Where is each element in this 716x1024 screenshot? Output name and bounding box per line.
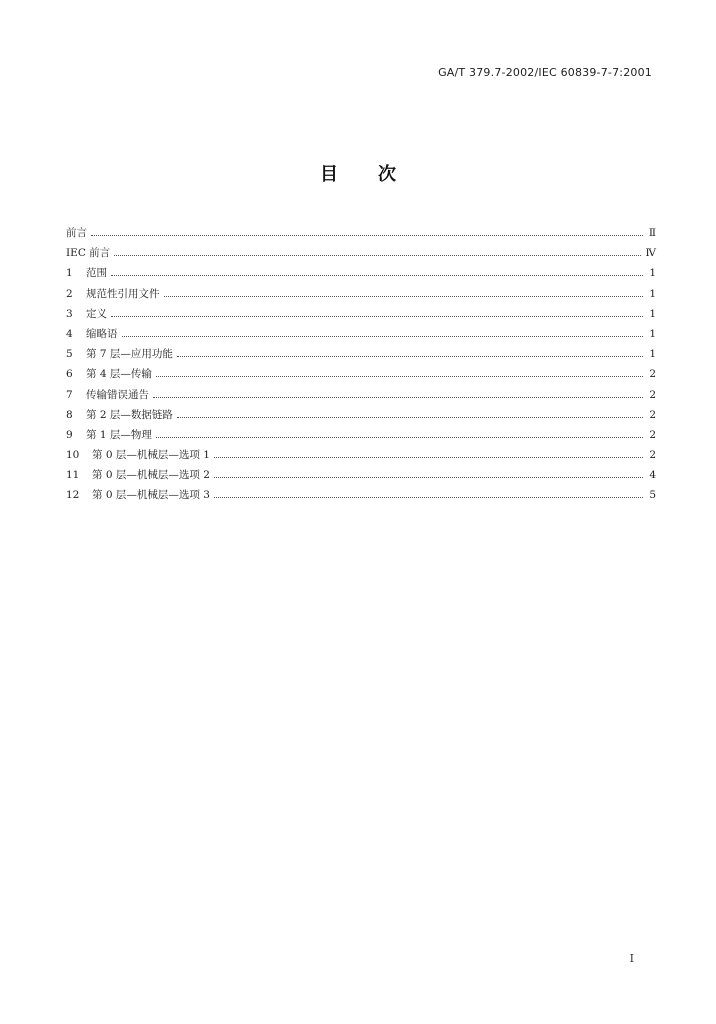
toc-dot-leader (153, 397, 643, 398)
toc-entry-page: 1 (649, 327, 656, 340)
toc-dot-leader (122, 336, 644, 337)
toc-entry-page: 2 (649, 428, 656, 441)
toc-dot-leader (214, 477, 643, 478)
toc-entry-10[interactable] (66, 448, 656, 468)
toc-dot-leader (91, 235, 643, 236)
toc-entry-page: 2 (649, 408, 656, 421)
toc-entry-page: 5 (649, 489, 656, 502)
toc-entry-label: 传输错误通告 (86, 388, 149, 401)
toc-entry-page: 1 (649, 287, 656, 300)
toc-entry-7[interactable] (66, 388, 656, 408)
toc-dot-leader (114, 255, 640, 256)
toc-entry-number: 8 (66, 408, 73, 421)
toc-dot-leader (156, 376, 643, 377)
toc-entry-label: 第 0 层—机械层—选项 2 (92, 469, 210, 482)
toc-entry-9[interactable] (66, 428, 656, 448)
toc-entry-number: 2 (66, 287, 73, 300)
toc-entry-2[interactable] (66, 287, 656, 307)
toc-entry-page: Ⅳ (645, 247, 656, 260)
toc-entry-label: 第 2 层—数据链路 (86, 408, 173, 421)
toc-entry-label: 第 1 层—物理 (86, 428, 152, 441)
toc-entry-number: 11 (66, 469, 80, 482)
toc-entry-number: 3 (66, 307, 73, 320)
toc-entry-number: 7 (66, 388, 73, 401)
toc-entry-label: 第 7 层—应用功能 (86, 348, 173, 361)
toc-entry-label: 定义 (86, 307, 107, 320)
toc-entry-page: 4 (649, 469, 656, 482)
toc-entry-number: 12 (66, 489, 80, 502)
toc-entry-number: 5 (66, 348, 73, 361)
toc-entry-label: 第 4 层—传输 (86, 368, 152, 381)
toc-entry-foreword[interactable] (66, 226, 656, 246)
toc-entry-5[interactable] (66, 347, 656, 367)
toc-entry-label: 前言 (66, 227, 87, 239)
toc-entry-label: IEC 前言 (66, 247, 111, 260)
document-code-header: GA/T 379.7-2002/IEC 60839-7-7:2001 (438, 66, 652, 79)
toc-entry-6[interactable] (66, 367, 656, 387)
toc-entry-page: 2 (649, 368, 656, 381)
toc-entry-number: 4 (66, 327, 73, 340)
toc-dot-leader (177, 356, 643, 357)
toc-entry-page: 2 (649, 388, 656, 401)
page-title: 目次 (320, 164, 436, 185)
toc-entry-3[interactable] (66, 307, 656, 327)
toc-entry-number: 1 (66, 267, 73, 280)
toc-dot-leader (214, 497, 643, 498)
toc-entry-4[interactable] (66, 327, 656, 347)
table-of-contents (66, 226, 656, 509)
toc-entry-page: Ⅱ (648, 227, 656, 239)
toc-entry-12[interactable] (66, 488, 656, 508)
toc-entry-page: 1 (649, 267, 656, 280)
toc-dot-leader (111, 316, 643, 317)
toc-entry-number: 9 (66, 428, 73, 441)
toc-entry-page: 1 (649, 348, 656, 361)
toc-entry-label: 第 0 层—机械层—选项 1 (92, 449, 210, 462)
page-number: Ⅰ (629, 952, 634, 965)
toc-entry-11[interactable] (66, 468, 656, 488)
toc-dot-leader (111, 275, 643, 276)
toc-dot-leader (177, 417, 643, 418)
toc-entry-number: 6 (66, 368, 73, 381)
toc-entry-label: 缩略语 (86, 327, 118, 340)
toc-entry-number: 10 (66, 449, 80, 462)
toc-entry-label: 第 0 层—机械层—选项 3 (92, 489, 210, 502)
toc-entry-label: 规范性引用文件 (86, 287, 160, 300)
toc-entry-page: 2 (649, 449, 656, 462)
toc-dot-leader (164, 296, 644, 297)
toc-dot-leader (156, 437, 643, 438)
toc-entry-label: 范围 (86, 267, 107, 280)
toc-entry-1[interactable] (66, 266, 656, 286)
toc-entry-iec-foreword[interactable] (66, 246, 656, 266)
toc-entry-8[interactable] (66, 408, 656, 428)
toc-dot-leader (214, 457, 643, 458)
toc-entry-page: 1 (649, 307, 656, 320)
